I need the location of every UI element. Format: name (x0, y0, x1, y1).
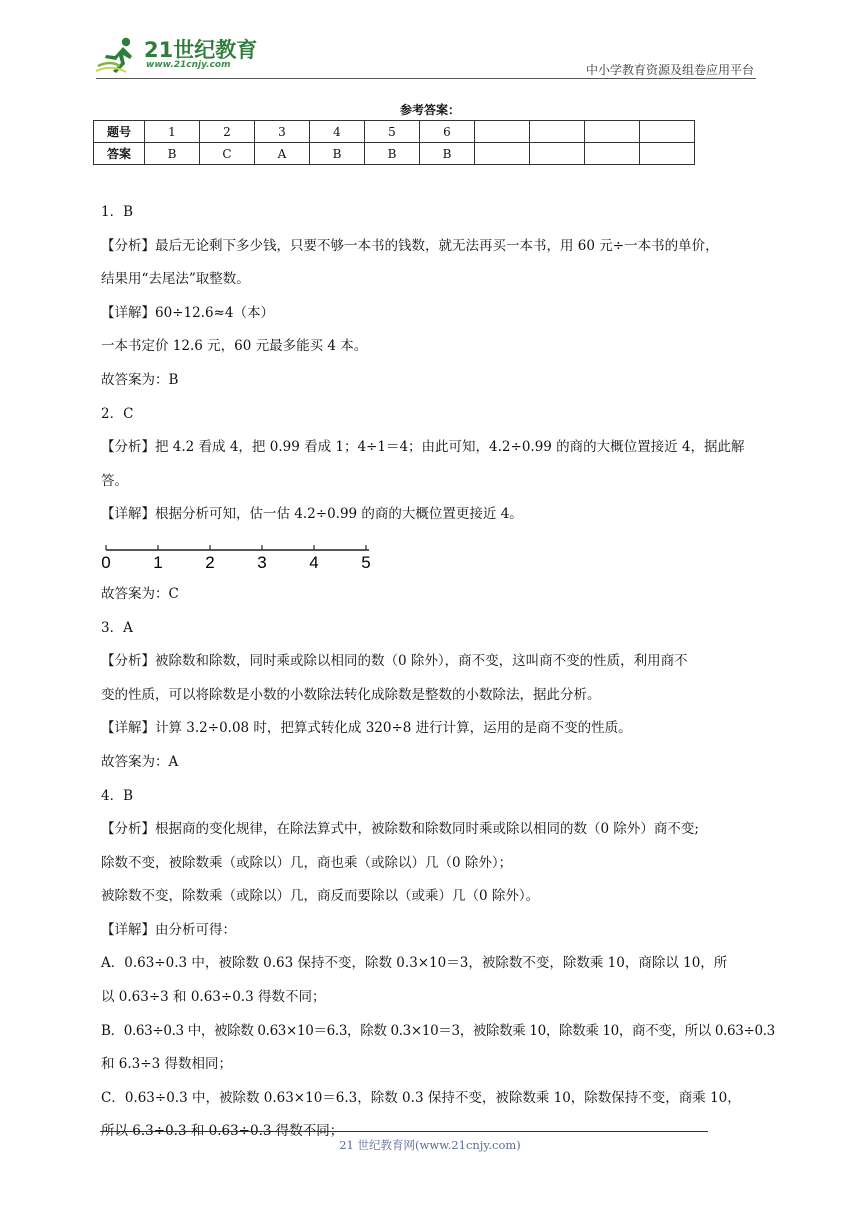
table-cell: 5 (365, 121, 420, 143)
q2-analysis (101, 431, 761, 465)
site-logo[interactable] (96, 30, 266, 78)
q2-answer: 故答案为：C (101, 585, 179, 602)
q4-analysis-cont: 除数不变，被除数乘（或除以）几，商也乘（或除以）几（0 除外）； (101, 854, 513, 871)
q2-analysis-cont: 答。 (101, 472, 128, 489)
q2-detail-text: 根据分析可知，估一估 4.2÷0.99 的商的大概位置更接近 4。 (155, 506, 523, 523)
table-cell: C (200, 143, 255, 165)
table-cell: B (310, 143, 365, 165)
table-cell: 1 (145, 121, 200, 143)
tick-label: 1 (153, 552, 163, 572)
row-label-number: 题号 (94, 121, 145, 143)
header-platform-text: 中小学教育资源及组卷应用平台 (585, 63, 754, 77)
table-cell (585, 143, 640, 165)
q3-answer: 故答案为：A (101, 753, 179, 770)
q1-detail (101, 297, 761, 331)
q1-analysis (101, 230, 761, 264)
table-cell: 6 (420, 121, 475, 143)
q4-analysis-cont2: 被除数不变，除数乘（或除以）几，商反而要除以（或乘）几（0 除外）。 (101, 888, 540, 905)
page-header (96, 30, 756, 80)
analysis-tag: 【分析】 (101, 653, 155, 670)
table-cell: B (145, 143, 200, 165)
tick-label: 0 (101, 552, 111, 572)
table-cell (640, 143, 695, 165)
q4-analysis-text: 根据商的变化规律，在除法算式中，被除数和除数同时乘或除以相同的数（0 除外）商不变; (155, 821, 699, 838)
q3-analysis-text: 被除数和除数，同时乘或除以相同的数（0 除外），商不变，这叫商不变的性质，利用商不 (155, 653, 688, 670)
q4-analysis (101, 813, 761, 847)
page-footer[interactable]: 21 世纪教育网(www.21cnjy.com) (339, 1138, 521, 1152)
table-cell (530, 121, 585, 143)
answer-table (93, 120, 695, 165)
logo-title: 21世纪教育 (144, 38, 258, 62)
table-cell: 2 (200, 121, 255, 143)
table-row-numbers (94, 121, 695, 143)
tick-label: 5 (361, 552, 371, 572)
runner-logo-icon (96, 36, 140, 76)
detail-tag: 【详解】 (101, 304, 155, 321)
q4-detail-text: 由分析可得： (155, 921, 236, 938)
q1-answer: 故答案为：B (101, 371, 179, 388)
header-divider (96, 78, 756, 79)
detail-tag: 【详解】 (101, 720, 155, 737)
answer-title: 参考答案： (399, 103, 460, 117)
table-cell (475, 121, 530, 143)
table-cell: B (365, 143, 420, 165)
q3-detail (101, 712, 761, 746)
q3-analysis (101, 645, 761, 679)
q1-analysis-cont: 结果用“去尾法”取整数。 (101, 271, 250, 288)
q4-detail (101, 914, 761, 948)
analysis-tag: 【分析】 (101, 821, 155, 838)
q4-option-b: B．0.63÷0.3 中，被除数 0.63×10＝6.3，除数 0.3×10＝3，被除数乘 10，除数乘 10，商不变，所以 0.63÷0.3 (101, 1022, 775, 1039)
table-cell: B (420, 143, 475, 165)
q4-option-c: C．0.63÷0.3 中，被除数 0.63×10＝6.3，除数 0.3 保持不变，被除数乘 10，除数保持不变，商乘 10， (101, 1089, 741, 1106)
table-cell: 4 (310, 121, 365, 143)
q3-detail-text: 计算 3.2÷0.08 时，把算式转化成 320÷8 进行计算，运用的是商不变的性质。 (155, 720, 632, 737)
tick-label: 3 (257, 552, 267, 572)
detail-tag: 【详解】 (101, 921, 155, 938)
q2-analysis-text: 把 4.2 看成 4，把 0.99 看成 1；4÷1＝4；由此可知，4.2÷0.99 的商的大概位置接近 4，据此解 (155, 439, 745, 456)
table-cell: 3 (255, 121, 310, 143)
q4-option-a: A．0.63÷0.3 中，被除数 0.63 保持不变，除数 0.3×10＝3，被除数不变，除数乘 10，商除以 10，所 (101, 955, 728, 972)
q3-analysis-cont: 变的性质，可以将除数是小数的小数除法转化成除数是整数的小数除法，据此分析。 (101, 686, 601, 703)
number-line (101, 532, 381, 578)
q1-explanation: 一本书定价 12.6 元，60 元最多能买 4 本。 (101, 338, 368, 355)
q2-heading: 2．C (101, 405, 134, 422)
q4-option-c-cont: 所以 6.3÷0.3 和 0.63÷0.3 得数不同； (101, 1123, 344, 1140)
q1-detail-text: 60÷12.6≈4（本） (155, 304, 274, 321)
q2-detail (101, 498, 761, 532)
analysis-tag: 【分析】 (101, 439, 155, 456)
table-row-answers (94, 143, 695, 165)
table-cell (475, 143, 530, 165)
tick-label: 2 (205, 552, 215, 572)
table-cell: A (255, 143, 310, 165)
logo-url: www.21cnjy.com (146, 60, 231, 70)
detail-tag: 【详解】 (101, 506, 155, 523)
analysis-tag: 【分析】 (101, 237, 155, 254)
number-line-figure (101, 532, 381, 578)
tick-label: 4 (309, 552, 319, 572)
footer-divider (100, 1131, 708, 1132)
q3-heading: 3．A (101, 619, 133, 636)
q1-analysis-text: 最后无论剩下多少钱，只要不够一本书的钱数，就无法再买一本书，用 60 元÷一本书的单价， (155, 237, 719, 254)
table-cell (530, 143, 585, 165)
q4-heading: 4．B (101, 787, 134, 804)
solutions-body (101, 196, 775, 1149)
q1-heading: 1．B (101, 204, 134, 220)
q4-option-b-cont: 和 6.3÷3 得数相同； (101, 1056, 232, 1073)
table-cell (585, 121, 640, 143)
table-cell (640, 121, 695, 143)
q4-option-a-cont: 以 0.63÷3 和 0.63÷0.3 得数不同； (101, 989, 326, 1006)
row-label-answer: 答案 (94, 143, 145, 165)
